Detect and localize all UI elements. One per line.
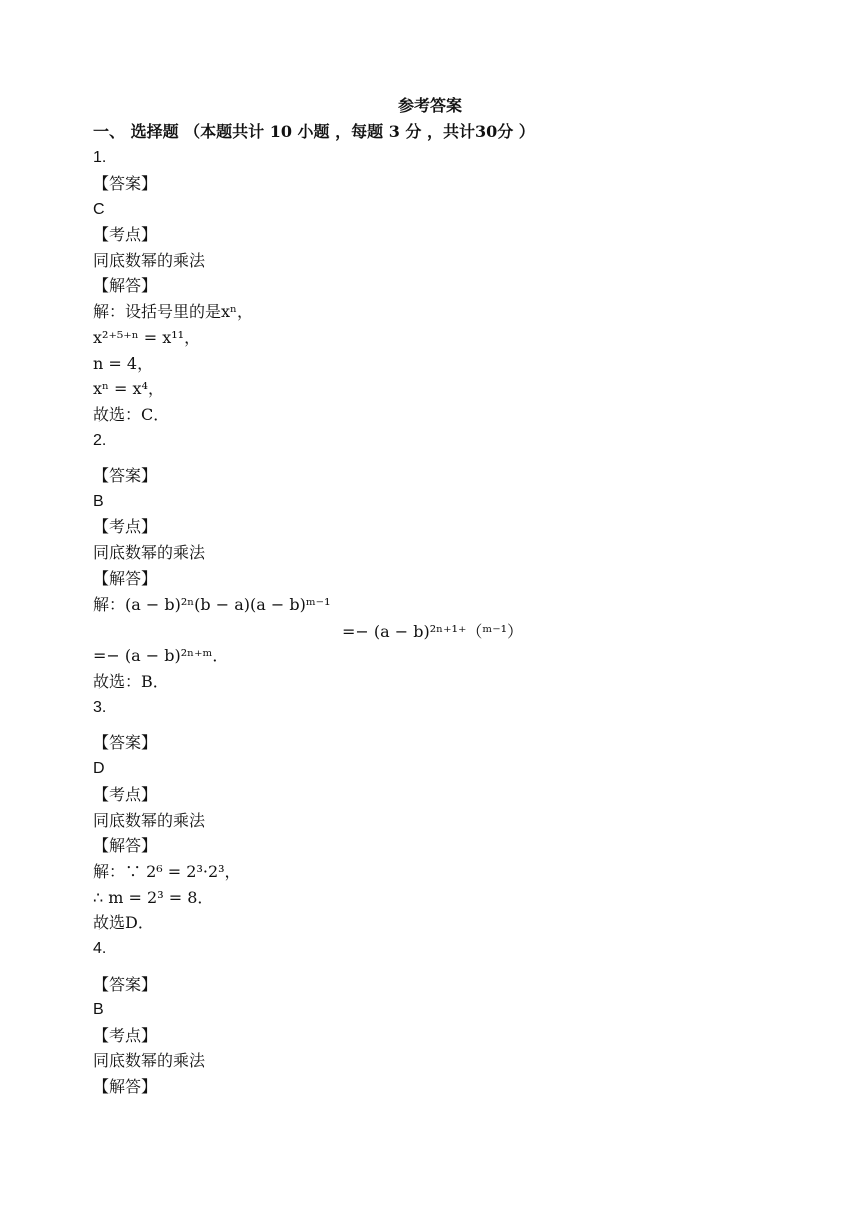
solution-line: ∴ m = 2³ = 8．: [93, 888, 214, 907]
section-header: 一、 选择题 （本题共计 10 小题 ，每题 3 分 ，共计30分 ）: [93, 122, 535, 141]
answer-value: B: [93, 493, 104, 510]
page-title: 参考答案: [397, 96, 462, 115]
solution-line: 故选：C．: [93, 405, 170, 424]
answer-label: 【答案】: [93, 733, 158, 752]
solution-label: 【解答】: [93, 1077, 158, 1096]
solution-line: =− (a − b)²ⁿ⁺ᵐ．: [93, 646, 229, 665]
point-label: 【考点】: [93, 1026, 158, 1045]
point-label: 【考点】: [93, 785, 158, 804]
solution-line: 解：(a − b)²ⁿ(b − a)(a − b)ᵐ⁻¹: [93, 595, 331, 614]
solution-line: xⁿ = x⁴，: [93, 379, 164, 398]
point-label: 【考点】: [93, 517, 158, 536]
point-value: 同底数幂的乘法: [93, 811, 206, 830]
solution-label: 【解答】: [93, 276, 158, 295]
solution-line: 解：设括号里的是xⁿ，: [93, 302, 253, 321]
point-label: 【考点】: [93, 225, 158, 244]
solution-line: x²⁺⁵⁺ⁿ = x¹¹，: [93, 328, 201, 347]
answer-label: 【答案】: [93, 466, 158, 485]
question-number: 1.: [93, 149, 107, 166]
solution-line: =− (a − b)²ⁿ⁺¹⁺（ᵐ⁻¹）: [342, 622, 524, 641]
question-number: 2.: [93, 432, 107, 449]
solution-label: 【解答】: [93, 569, 158, 588]
point-value: 同底数幂的乘法: [93, 251, 206, 270]
answer-value: C: [93, 201, 105, 218]
answer-label: 【答案】: [93, 975, 158, 994]
solution-line: 故选：B．: [93, 672, 169, 691]
solution-line: 故选D．: [93, 913, 154, 932]
answer-label: 【答案】: [93, 174, 158, 193]
question-number: 3.: [93, 699, 107, 716]
point-value: 同底数幂的乘法: [93, 543, 206, 562]
answer-value: B: [93, 1001, 104, 1018]
solution-label: 【解答】: [93, 836, 158, 855]
answer-value: D: [93, 760, 105, 777]
question-number: 4.: [93, 940, 107, 957]
point-value: 同底数幂的乘法: [93, 1051, 206, 1070]
solution-line: 解：∵ 2⁶ = 2³·2³，: [93, 862, 241, 881]
solution-line: n = 4，: [93, 354, 154, 373]
